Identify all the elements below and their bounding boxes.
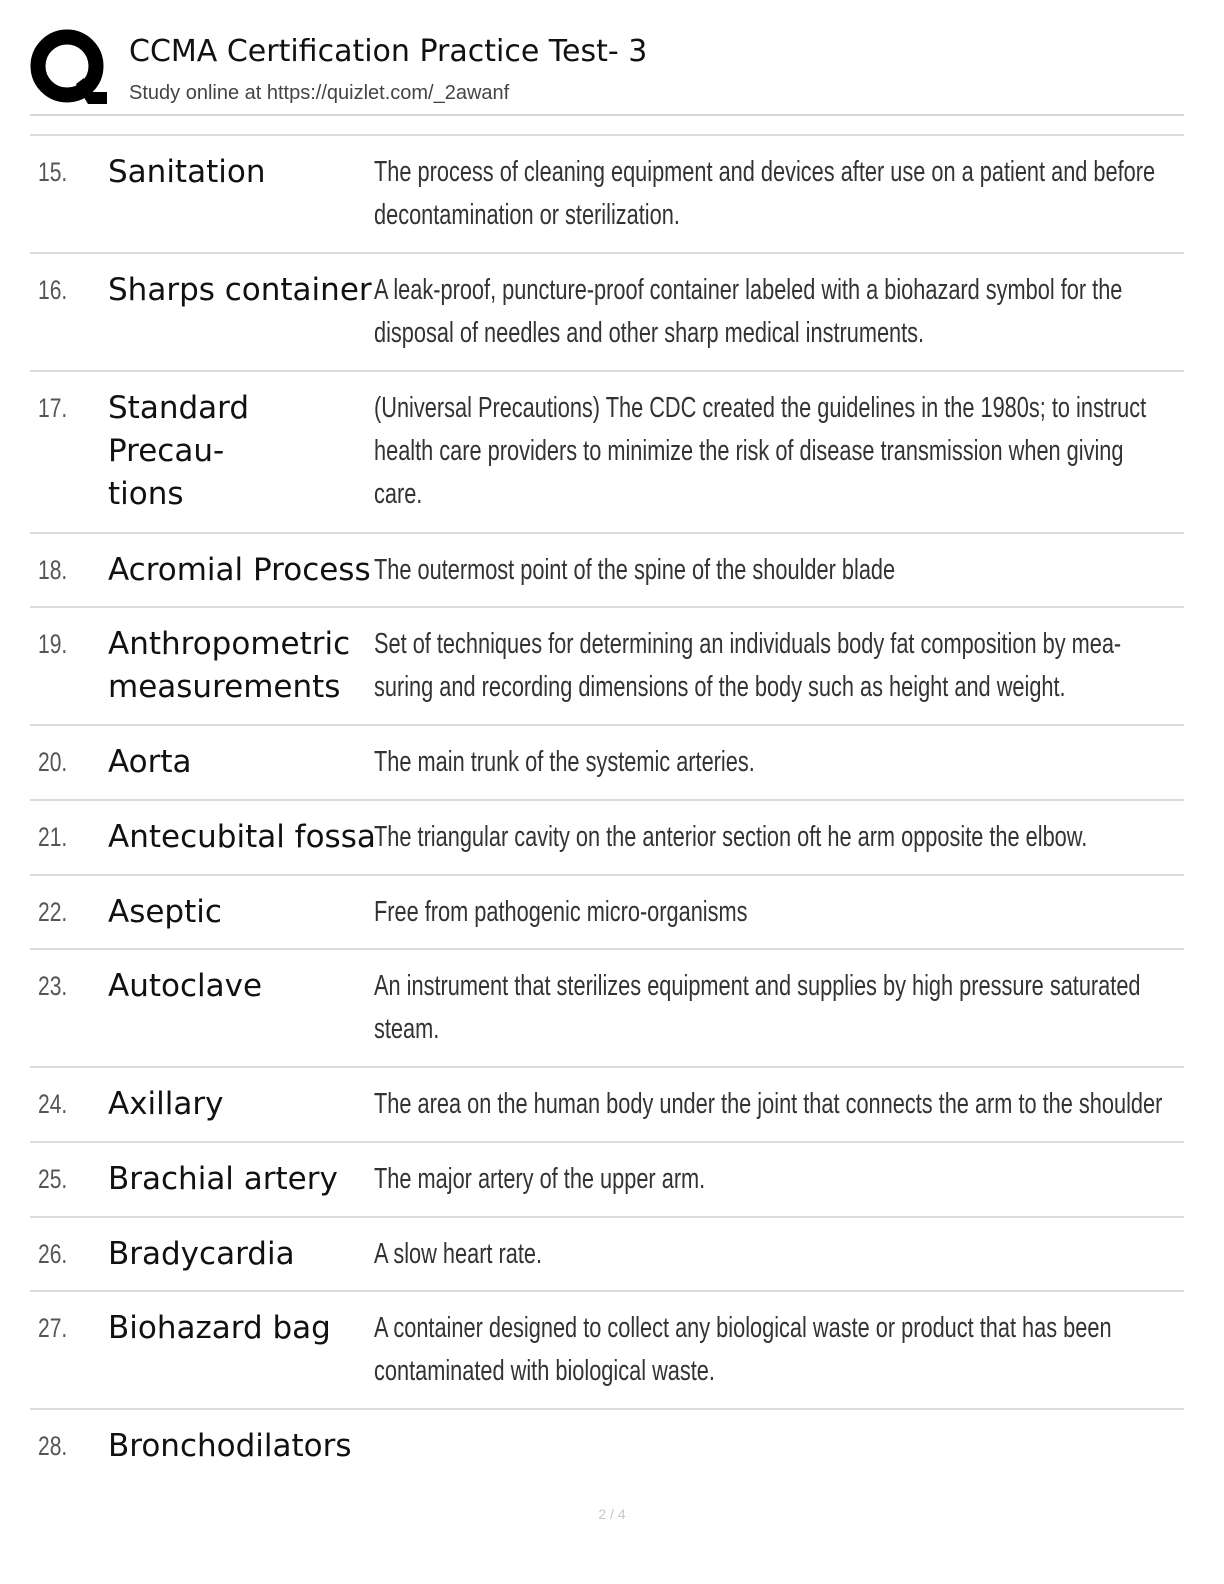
term-row bbox=[30, 608, 1184, 726]
term-row bbox=[30, 372, 1184, 534]
term-word: Standard Precau- tions bbox=[108, 390, 250, 512]
page-title: CCMA Certification Practice Test- 3 bbox=[129, 34, 648, 69]
page-number: 2 / 4 bbox=[598, 1506, 626, 1522]
term-definition: A slow heart rate. bbox=[374, 1238, 543, 1270]
term-word: Anthropometric measurements bbox=[108, 626, 351, 705]
term-definition: A container designed to collect any biological waste or product that has been contaminated with biological waste. bbox=[374, 1312, 1112, 1387]
term-definition: The triangular cavity on the anterior section oft he arm opposite the elbow. bbox=[374, 821, 1088, 853]
term-row bbox=[30, 876, 1184, 950]
term-number: 21. bbox=[38, 822, 68, 852]
term-definition: The main trunk of the systemic arteries. bbox=[374, 746, 755, 778]
page-header bbox=[30, 28, 1184, 116]
quizlet-logo-icon bbox=[30, 28, 110, 108]
term-number: 19. bbox=[38, 629, 68, 659]
term-number: 24. bbox=[38, 1089, 68, 1119]
term-number: 22. bbox=[38, 897, 68, 927]
term-word: Sharps container bbox=[108, 272, 372, 308]
term-word: Autoclave bbox=[108, 968, 263, 1004]
term-definition: The process of cleaning equipment and devices after use on a patient and before decontamination or sterilization. bbox=[374, 156, 1156, 231]
term-definition: Free from pathogenic micro-organisms bbox=[374, 896, 748, 928]
term-word: Axillary bbox=[108, 1086, 224, 1122]
term-word: Sanitation bbox=[108, 154, 266, 190]
term-definition: Set of techniques for determining an individuals body fat composition by mea-suring and recording dimensions of the body such as height and weight. bbox=[374, 628, 1122, 703]
term-row bbox=[30, 1218, 1184, 1292]
term-number: 18. bbox=[38, 555, 68, 585]
term-definition: A leak-proof, puncture-proof container labeled with a biohazard symbol for the disposal of needles and other sharp medical instruments. bbox=[374, 274, 1123, 349]
term-number: 20. bbox=[38, 747, 68, 777]
term-number: 27. bbox=[38, 1313, 68, 1343]
term-word: Biohazard bag bbox=[108, 1310, 331, 1346]
term-row bbox=[30, 1410, 1184, 1484]
term-number: 28. bbox=[38, 1431, 68, 1461]
term-row bbox=[30, 136, 1184, 254]
term-definition: (Universal Precautions) The CDC created the guidelines in the 1980s; to instruct health care providers to minimize the risk of disease transmission when giving care. bbox=[374, 392, 1147, 510]
term-number: 17. bbox=[38, 393, 68, 423]
term-word: Aseptic bbox=[108, 894, 222, 930]
term-row bbox=[30, 534, 1184, 608]
term-word: Aorta bbox=[108, 744, 192, 780]
term-list bbox=[30, 134, 1184, 1484]
term-definition: The outermost point of the spine of the shoulder blade bbox=[374, 554, 896, 586]
term-word: Acromial Process bbox=[108, 552, 371, 588]
term-word: Brachial artery bbox=[108, 1161, 338, 1197]
term-row bbox=[30, 254, 1184, 372]
study-link-text[interactable]: Study online at https://quizlet.com/_2awanf bbox=[129, 82, 510, 104]
term-row bbox=[30, 1143, 1184, 1218]
term-row bbox=[30, 801, 1184, 876]
term-number: 16. bbox=[38, 275, 68, 305]
term-definition: The major artery of the upper arm. bbox=[374, 1163, 706, 1195]
term-number: 23. bbox=[38, 971, 68, 1001]
term-number: 25. bbox=[38, 1164, 68, 1194]
term-row bbox=[30, 726, 1184, 801]
term-row bbox=[30, 950, 1184, 1068]
term-row bbox=[30, 1068, 1184, 1143]
term-word: Antecubital fossa bbox=[108, 819, 376, 855]
term-word: Bronchodilators bbox=[108, 1428, 352, 1464]
term-row bbox=[30, 1292, 1184, 1410]
term-word: Bradycardia bbox=[108, 1236, 295, 1272]
term-number: 26. bbox=[38, 1239, 68, 1269]
term-definition: The area on the human body under the joint that connects the arm to the shoulder bbox=[374, 1088, 1163, 1120]
term-definition: An instrument that sterilizes equipment and supplies by high pressure saturated steam. bbox=[374, 970, 1141, 1045]
term-number: 15. bbox=[38, 157, 68, 187]
